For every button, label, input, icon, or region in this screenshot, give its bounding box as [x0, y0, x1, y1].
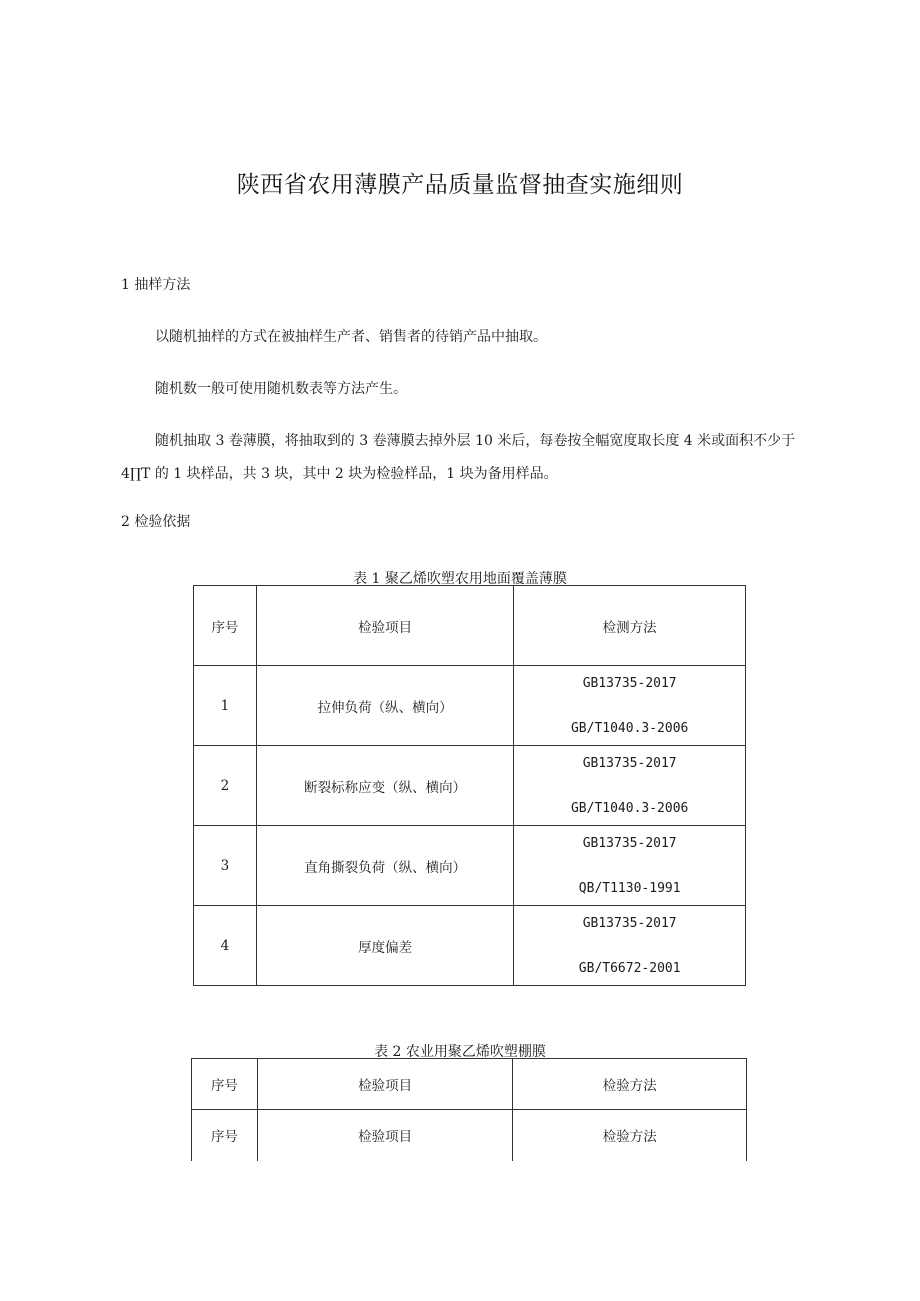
section1-heading: 1 抽样方法: [121, 277, 191, 293]
table1-caption: 表 1 聚乙烯吹塑农用地面覆盖薄膜: [353, 571, 567, 587]
table1-header-row: [194, 586, 746, 666]
test-method-standard: GB13735-2017: [582, 755, 677, 771]
test-method-cell: [514, 826, 746, 906]
row-number: 2: [194, 746, 257, 826]
test-method-standard: GB/T1040.3-2006: [570, 720, 689, 736]
test-method-cell: [514, 906, 746, 986]
test-method-standard: GB/T1040.3-2006: [570, 800, 689, 816]
section2-heading: 2 检验依据: [121, 514, 191, 530]
table1-header-item: 检验项目: [256, 586, 513, 666]
test-method-cell: 检验方法: [513, 1110, 747, 1161]
section1-paragraph-2: 随机数一般可使用随机数表等方法产生。: [155, 381, 407, 397]
test-method-standard: GB13735-2017: [582, 835, 677, 851]
row-number: 1: [194, 666, 257, 746]
table2: [191, 1058, 747, 1161]
inspection-item: 厚度偏差: [256, 906, 513, 986]
inspection-item: 直角撕裂负荷（纵、横向）: [256, 826, 513, 906]
inspection-item: 断裂标称应变（纵、横向）: [256, 746, 513, 826]
table2-caption: 表 2 农业用聚乙烯吹塑棚膜: [374, 1044, 546, 1060]
table1: [193, 585, 746, 986]
section1-paragraph-3-line-2: 4∏T 的 1 块样品，共 3 块，其中 2 块为检验样品，1 块为备用样品。: [121, 466, 558, 482]
test-method-standard: QB/T1130-1991: [578, 880, 681, 896]
table-row: [192, 1110, 747, 1161]
table2-header-item: 检验项目: [257, 1059, 513, 1110]
table-row: [194, 826, 746, 906]
inspection-item: 检验项目: [257, 1110, 513, 1161]
test-method-cell: [514, 666, 746, 746]
document-title: 陕西省农用薄膜产品质量监督抽查实施细则: [236, 172, 684, 198]
table2-header-no: 序号: [192, 1059, 258, 1110]
row-number: 序号: [192, 1110, 258, 1161]
section1-paragraph-3-line-1: 随机抽取 3 卷薄膜，将抽取到的 3 卷薄膜去掉外层 10 米后，每卷按全幅宽度取长度 4 米或面积不少于: [155, 433, 796, 449]
row-number: 4: [194, 906, 257, 986]
table-row: [194, 666, 746, 746]
test-method-cell: [514, 746, 746, 826]
table1-header-no: 序号: [194, 586, 257, 666]
test-method-standard: GB/T6672-2001: [578, 960, 681, 976]
table1-header-method: 检测方法: [514, 586, 746, 666]
test-method-standard: GB13735-2017: [582, 675, 677, 691]
inspection-item: 拉伸负荷（纵、横向）: [256, 666, 513, 746]
table-row: [194, 906, 746, 986]
section1-paragraph-1: 以随机抽样的方式在被抽样生产者、销售者的待销产品中抽取。: [155, 329, 547, 345]
table-row: [194, 746, 746, 826]
table2-header-method: 检验方法: [513, 1059, 747, 1110]
row-number: 3: [194, 826, 257, 906]
test-method-standard: GB13735-2017: [582, 915, 677, 931]
table2-header-row: [192, 1059, 747, 1110]
